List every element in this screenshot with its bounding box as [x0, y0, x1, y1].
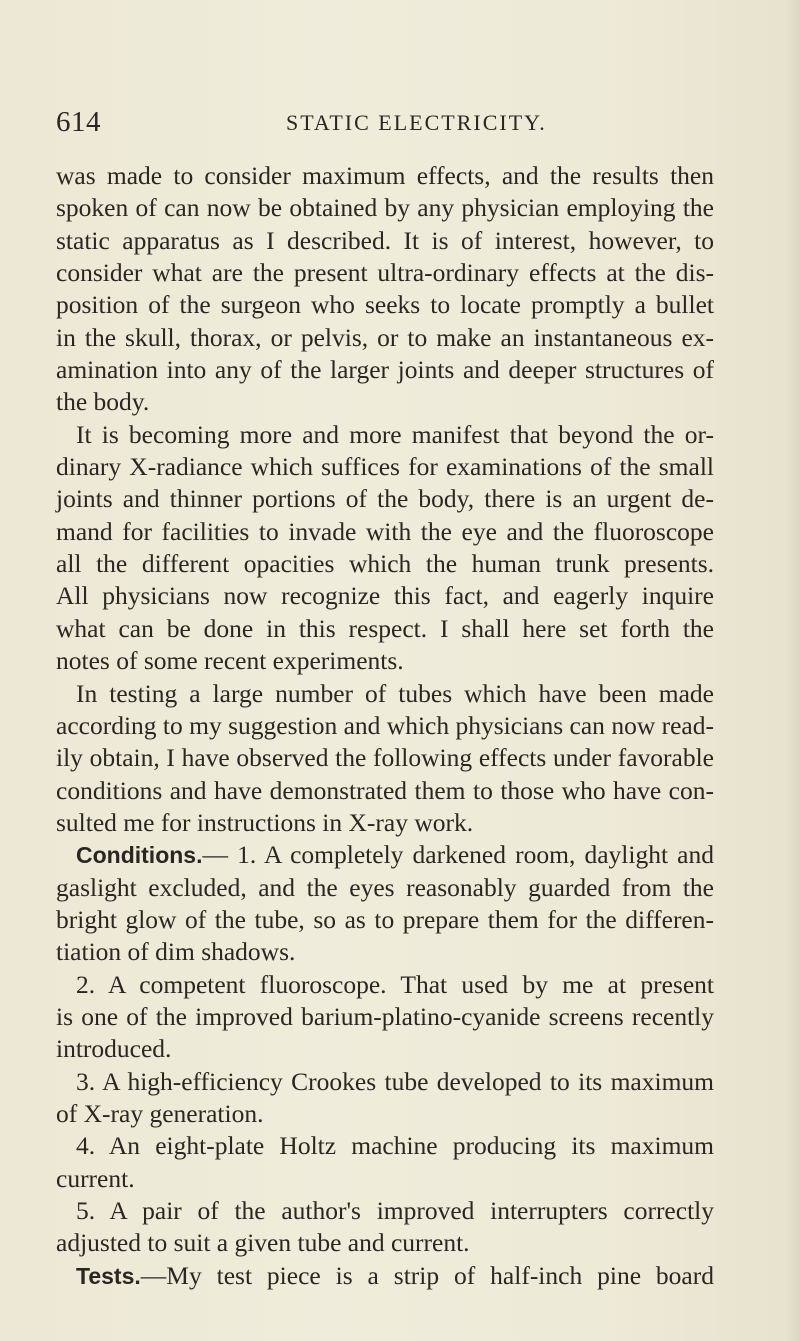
text-line: Tests.—My test piece is a strip of half-inch pine board	[76, 1260, 714, 1290]
text-line: current.	[56, 1163, 135, 1193]
text-line: tiation of dim shadows.	[56, 937, 296, 967]
text-line: in the skull, thorax, or pelvis, or to make an instantaneous ex-	[56, 322, 714, 352]
text-line: is one of the improved barium-platino-cyanide screens recently	[56, 1001, 714, 1031]
text-line: according to my suggestion and which physicians can now read-	[56, 710, 714, 740]
text-line: spoken of can now be obtained by any physician employing the	[56, 193, 714, 223]
text-line: Conditions.— 1. A completely darkened room, daylight and	[76, 840, 714, 870]
text-line: notes of some recent experiments.	[56, 646, 404, 676]
text-line: amination into any of the larger joints and deeper structures of	[56, 355, 714, 385]
text-line: mand for facilities to invade with the eye and the fluoroscope	[56, 516, 714, 546]
text-line: joints and thinner portions of the body, there is an urgent de-	[56, 484, 714, 514]
text-line: of X-ray generation.	[56, 1098, 264, 1128]
text-line: 5. A pair of the author's improved interrupters correctly	[76, 1196, 714, 1225]
text-line: conditions and have demonstrated them to those who have con-	[56, 775, 714, 805]
text-line: what can be done in this respect. I shall here set forth the	[56, 613, 714, 643]
text-line: adjusted to suit a given tube and current.	[56, 1228, 470, 1258]
running-title: STATIC ELECTRICITY.	[286, 110, 547, 135]
text-line: sulted me for instructions in X-ray work.	[56, 807, 474, 837]
section-heading-tests: Tests.	[76, 1262, 141, 1289]
text-line: all the different opacities which the human trunk presents.	[56, 549, 714, 579]
text-line: consider what are the present ultra-ordinary effects at the dis-	[56, 258, 714, 288]
body-text	[56, 160, 714, 1292]
text-line: position of the surgeon who seeks to locate promptly a bullet	[56, 290, 714, 320]
page-edge-shadow	[786, 0, 800, 1341]
text-line: bright glow of the tube, so as to prepare them for the differen-	[56, 904, 714, 934]
text-line: All physicians now recognize this fact, and eagerly inquire	[56, 581, 714, 611]
text-line: was made to consider maximum effects, and the results then	[56, 161, 714, 190]
page-number: 614	[56, 106, 101, 138]
text-line: introduced.	[56, 1034, 172, 1064]
section-heading-conditions: Conditions.	[76, 842, 203, 869]
text-line: 2. A competent fluoroscope. That used by me at present	[76, 969, 714, 999]
text-line: It is becoming more and more manifest that beyond the or-	[76, 419, 714, 449]
text-line: ily obtain, I have observed the following effects under favorable	[56, 743, 714, 773]
text-line: 4. An eight-plate Holtz machine producing its maximum	[76, 1131, 714, 1161]
text-line: static apparatus as I described. It is of interest, however, to	[56, 225, 714, 255]
running-head	[56, 106, 706, 140]
text-line: the body.	[56, 387, 150, 417]
text-line: gaslight excluded, and the eyes reasonably guarded from the	[56, 872, 714, 902]
text-line: dinary X-radiance which suffices for examinations of the small	[56, 452, 714, 482]
text-line: In testing a large number of tubes which have been made	[76, 678, 714, 708]
text-line: 3. A high-efficiency Crookes tube developed to its maximum	[76, 1066, 714, 1096]
